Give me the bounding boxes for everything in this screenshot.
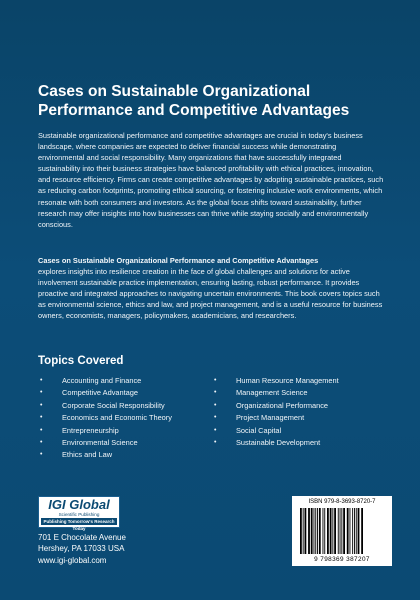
barcode-bar	[352, 508, 353, 554]
topic-item: • Economics and Economic Theory	[40, 412, 172, 424]
barcode-digits: 9 798369 387207	[314, 556, 370, 563]
topics-list-right	[214, 375, 339, 449]
topic-item: • Ethics and Law	[40, 449, 172, 461]
publisher-logo-name: IGI Global	[48, 497, 110, 512]
isbn-barcode-box	[292, 496, 392, 566]
topic-item: • Accounting and Finance	[40, 375, 172, 387]
barcode-icon	[298, 508, 386, 555]
barcode-bar	[338, 508, 339, 554]
topic-item: • Organizational Performance	[214, 400, 339, 412]
barcode-bar	[311, 508, 313, 554]
topic-item: • Corporate Social Responsibility	[40, 400, 172, 412]
barcode-bar	[323, 508, 324, 554]
barcode-bar	[308, 508, 310, 554]
barcode-bar	[330, 508, 332, 554]
topic-item: • Management Science	[214, 387, 339, 399]
barcode-bar	[317, 508, 318, 554]
barcode-bar	[334, 508, 336, 554]
description-body: explores insights into resilience creation in the face of global challenges and solutions for active involvement sustainable practice implementation, ensuring lasting, robust performance. It provides proactive and integrated approaches to navigating uncertain environments. This book covers topics such as environmental science, ethics and law, and project management, and is a useful resource for business owners, economists, managers, policymakers, academicians, and researchers.	[38, 267, 383, 321]
barcode-bar	[347, 508, 349, 554]
barcode-bar	[350, 508, 351, 554]
barcode-bar	[356, 508, 357, 554]
address-city: Hershey, PA 17033 USA	[38, 544, 125, 554]
isbn-label: ISBN 979-8-3693-8720-7	[308, 499, 376, 505]
publisher-website: www.igi-global.com	[38, 555, 107, 565]
barcode-bar	[340, 508, 341, 554]
topic-item: • Competitive Advantage	[40, 387, 172, 399]
description-paragraph-1: Sustainable organizational performance and competitive advantages are crucial in today's business landscape, where companies are expected to deliver financial success while demonstrating environmental and social responsibility. Many organizations that have successfully integrated sustainability into their business strategies have balanced profitability with ethical practices, innovation, and resource efficiency. Firms can create competitive advantages by adopting sustainable practices, such as reducing carbon footprints, promoting ethical sourcing, or fostering inclusive work environments, which resonate with both consumers and investors. As the global focus shifts toward sustainability, further research may offer insights into how businesses can thrive while staying socially and environmentally conscious.	[38, 131, 384, 229]
barcode-bar	[300, 508, 302, 554]
topic-item: • Social Capital	[214, 425, 339, 437]
barcode-bar	[343, 508, 345, 554]
description-lead-title: Cases on Sustainable Organizational Performance and Competitive Advantages	[38, 256, 319, 265]
barcode-bar	[354, 508, 355, 554]
topic-item: • Environmental Science	[40, 437, 172, 449]
barcode-bar	[319, 508, 321, 554]
barcode-bar	[305, 508, 307, 554]
topic-item: • Human Resource Management	[214, 375, 339, 387]
topic-item: • Project Management	[214, 412, 339, 424]
topics-list-left	[40, 375, 172, 462]
publisher-address	[38, 532, 126, 566]
barcode-bar	[303, 508, 304, 554]
barcode-bar	[358, 508, 360, 554]
barcode-bar	[327, 508, 329, 554]
description-paragraph-2	[38, 255, 384, 322]
topic-item: • Sustainable Development	[214, 437, 339, 449]
barcode-bar	[315, 508, 316, 554]
barcode-bar	[341, 508, 342, 554]
topics-heading: Topics Covered	[38, 355, 124, 367]
topic-item: • Entrepreneurship	[40, 425, 172, 437]
publisher-logo-subtitle: Scientific Publishing	[58, 512, 100, 517]
barcode-bar	[361, 508, 363, 554]
publisher-logo	[38, 496, 120, 531]
barcode-bar	[314, 508, 315, 554]
address-street: 701 E Chocolate Avenue	[38, 533, 126, 542]
publisher-logo-tagline: Publishing Tomorrow's Research Today	[41, 518, 117, 525]
barcode-bar	[324, 508, 325, 554]
barcode-bar	[332, 508, 333, 554]
book-title: Cases on Sustainable Organizational Performance and Competitive Advantages	[38, 83, 350, 119]
